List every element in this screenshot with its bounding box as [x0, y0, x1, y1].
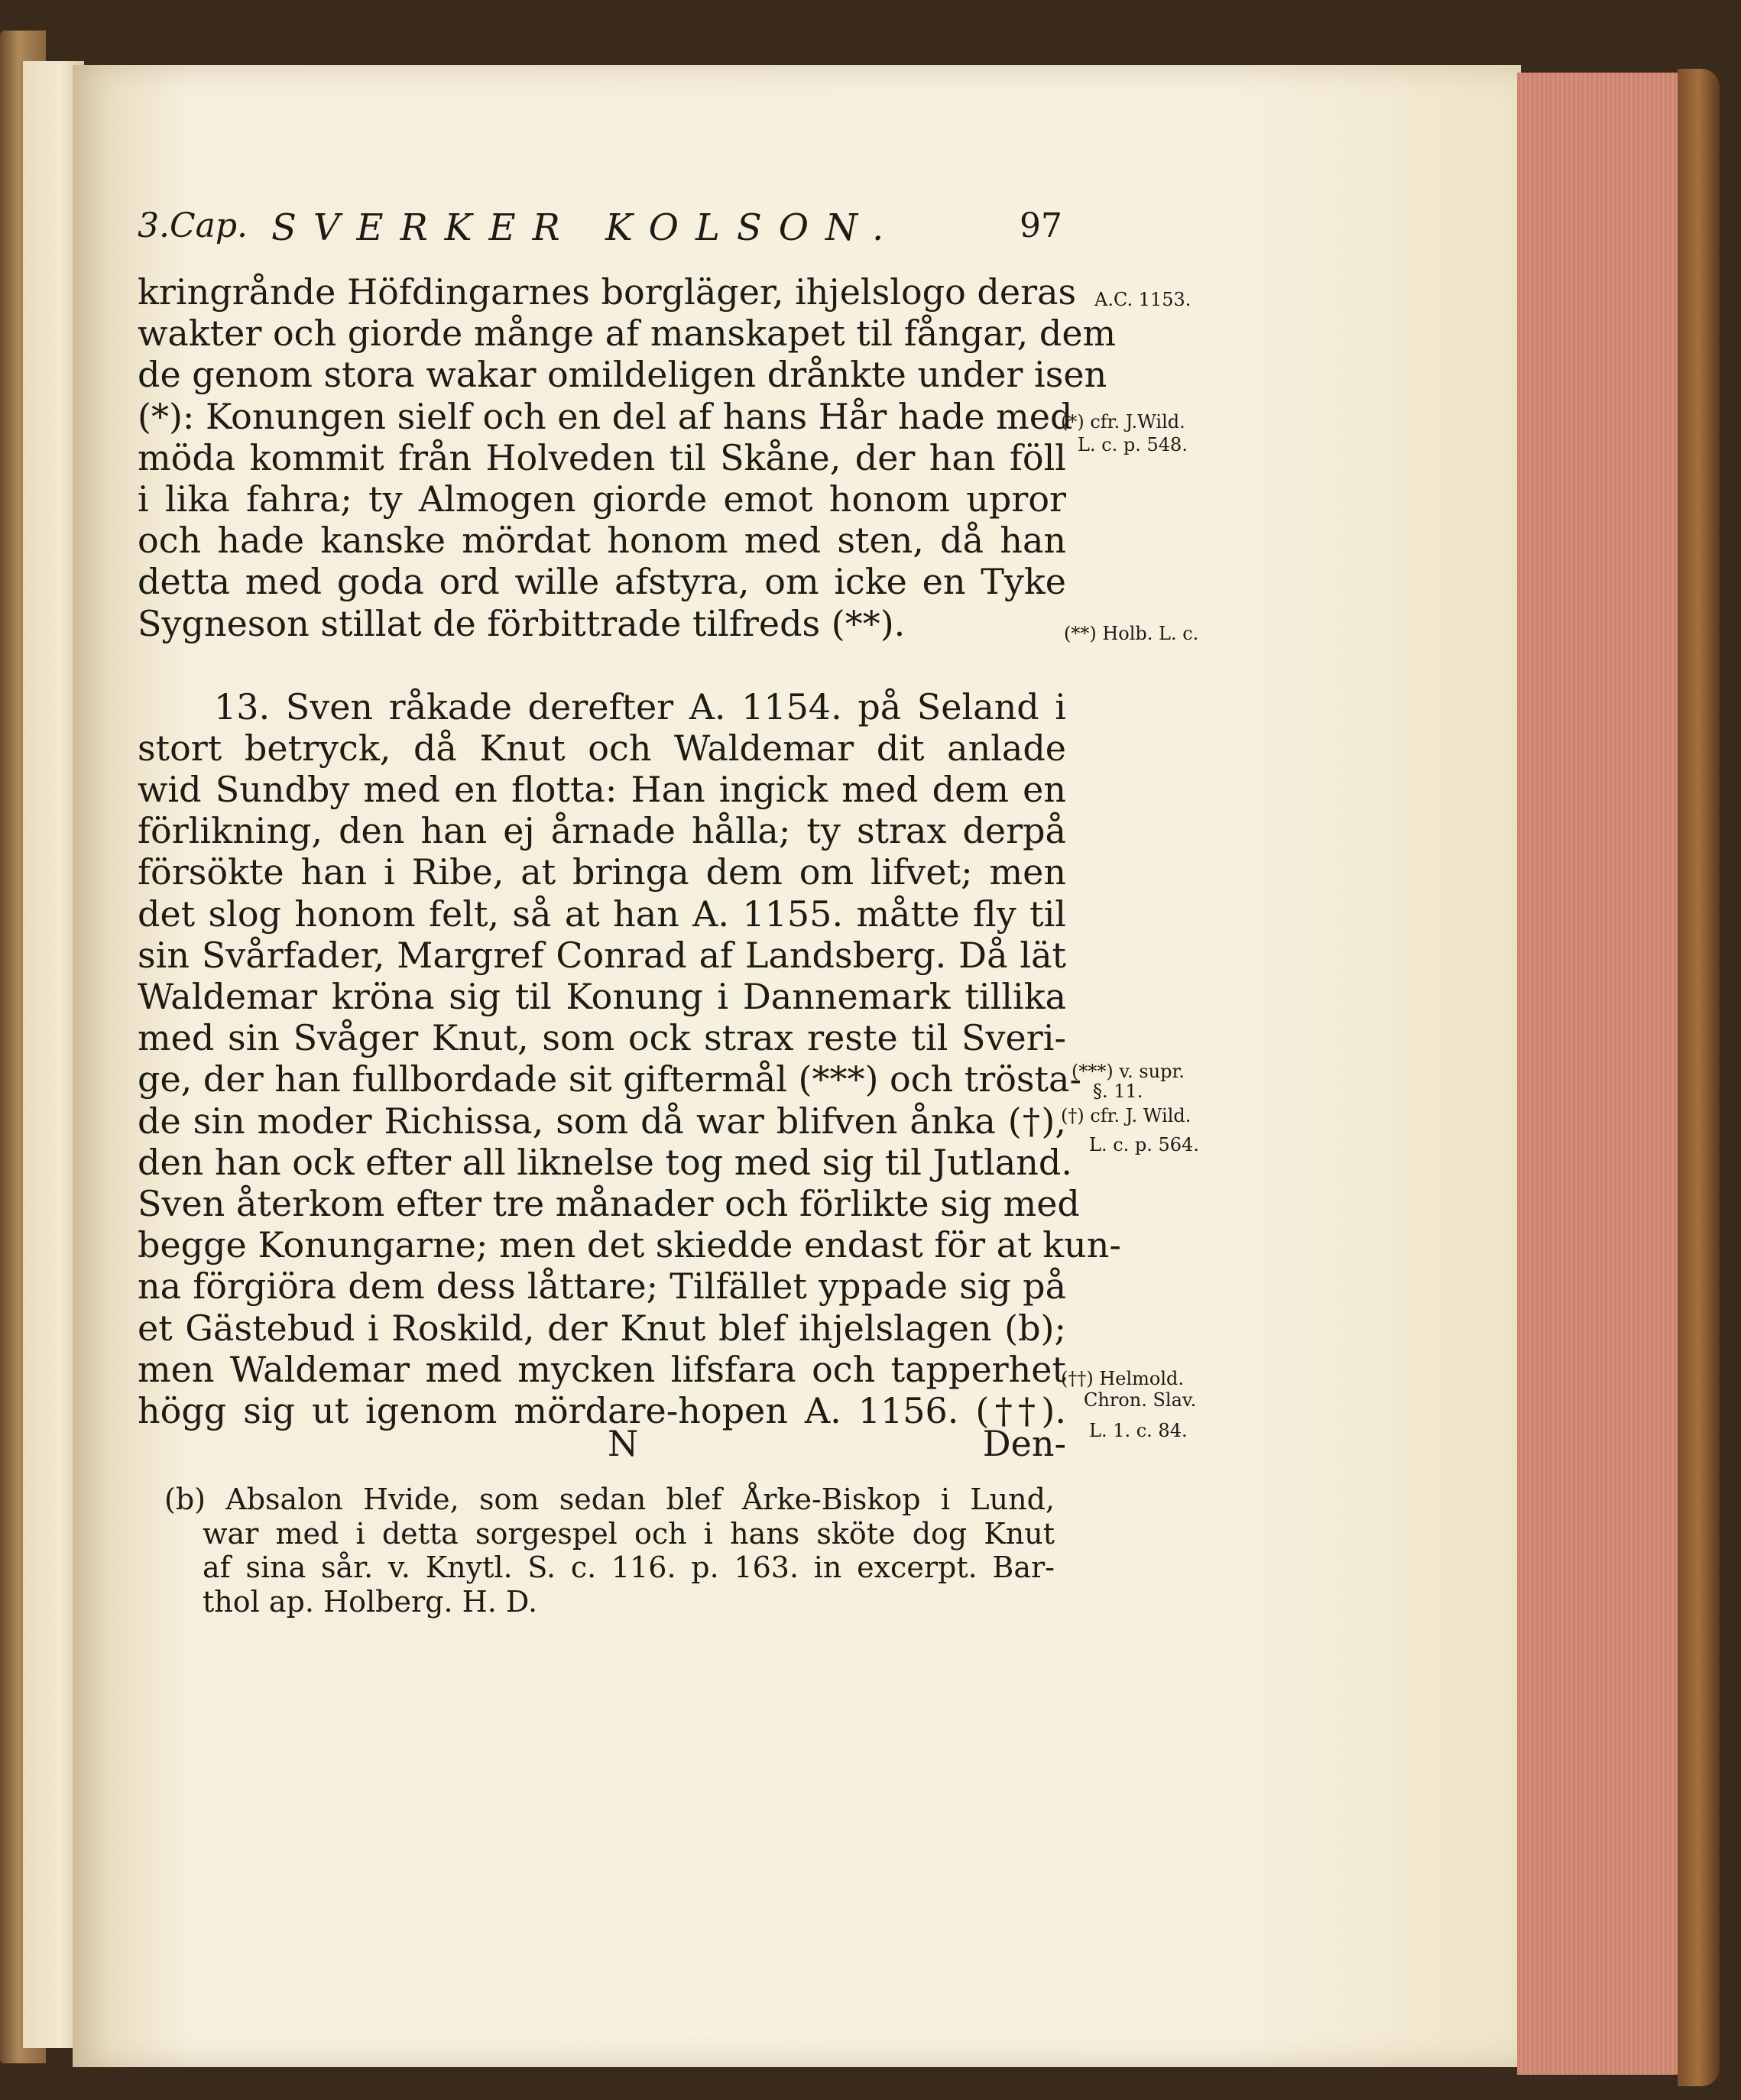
body-line: försökte han i Ribe, at bringa dem om lifvet; men [138, 851, 1066, 893]
margin-note-1: (*) cfr. J.Wild. [1061, 411, 1185, 433]
body-line: begge Konungarne; men det skiedde endast för at kun- [138, 1224, 1121, 1266]
body-line: de genom stora wakar omildeligen drånkte under isen [138, 354, 1107, 396]
catchword: Den- [982, 1423, 1066, 1464]
margin-note-3-ref: §. 11. [1093, 1081, 1143, 1102]
body-line: sin Svårfader, Margref Conrad af Landsberg. Då lät [138, 934, 1066, 976]
body-line: Sygneson stillat de förbittrade tilfreds (**). [138, 602, 906, 644]
margin-note-4: (†) cfr. J. Wild. [1061, 1105, 1191, 1126]
body-line: stort betryck, då Knut och Waldemar dit anlade [138, 727, 1066, 769]
body-line: Waldemar kröna sig til Konung i Dannemark tillika [138, 976, 1066, 1017]
margin-note-2: (**) Holb. L. c. [1064, 623, 1199, 644]
chapter-label: 3.Cap. [138, 206, 248, 245]
footnote-line: (b) Absalon Hvide, som sedan blef Årke-Biskop i Lund, [164, 1483, 1055, 1516]
body-line: de sin moder Richissa, som då war blifven ånka (†), [138, 1100, 1066, 1142]
body-line: men Waldemar med mycken lifsfara och tapperhet [138, 1348, 1066, 1390]
page-block-edge [1517, 73, 1689, 2075]
footnote-line: af sina sår. v. Knytl. S. c. 116. p. 163. in excerpt. Bar- [203, 1551, 1055, 1584]
body-line: na förgiöra dem dess låttare; Tilfället yppade sig på [138, 1266, 1066, 1308]
margin-note-3: (***) v. supr. [1072, 1061, 1185, 1082]
body-line: med sin Svåger Knut, som ock strax reste til Sveri- [138, 1017, 1066, 1059]
body-line: möda kommit från Holveden til Skåne, der han föll [138, 436, 1066, 478]
margin-note-5-ref-a: Chron. Slav. [1084, 1389, 1197, 1411]
body-line: förlikning, den han ej årnade hålla; ty strax derpå [138, 810, 1066, 852]
body-line: i lika fahra; ty Almogen giorde emot honom upror [138, 478, 1066, 520]
body-line: (*): Konungen sielf och en del af hans Hår hade med [138, 395, 1073, 437]
running-title: SVERKER KOLSON. [271, 206, 901, 249]
body-line: detta med goda ord wille afstyra, om icke en Tyke [138, 561, 1066, 603]
margin-note-5-ref-b: L. 1. c. 84. [1089, 1420, 1188, 1441]
running-header [138, 206, 1062, 260]
paragraph-gap [138, 644, 1066, 686]
signature-mark: N [608, 1423, 639, 1464]
body-line: 13. Sven råkade derefter A. 1154. på Seland i [214, 685, 1066, 728]
body-line: kringrånde Höfdingarnes borgläger, ihjelslogo deras [138, 271, 1077, 313]
body-line: Sven återkom efter tre månader och förlikte sig med [138, 1182, 1080, 1224]
body-line: wid Sundby med en flotta: Han ingick med dem en [138, 769, 1066, 811]
margin-note-4-ref: L. c. p. 564. [1089, 1134, 1199, 1155]
margin-note-1-ref: L. c. p. 548. [1078, 434, 1188, 455]
book-cover-right [1678, 69, 1720, 2086]
body-line: ge, der han fullbordade sit giftermål (***) och trösta- [138, 1058, 1081, 1100]
body-line: högg sig ut igenom mördare-hopen A. 1156. (††). [138, 1389, 1066, 1431]
body-line: et Gästebud i Roskild, der Knut blef ihjelslagen (b); [138, 1307, 1066, 1349]
catchline [138, 1423, 1066, 1465]
page-number: 97 [1020, 206, 1062, 245]
footnote-line: thol ap. Holberg. H. D. [203, 1584, 538, 1619]
body-text [138, 271, 1121, 1431]
body-line: den han ock efter all liknelse tog med sig til Jutland. [138, 1141, 1072, 1183]
body-line: och hade kanske mördat honom med sten, då han [138, 520, 1066, 562]
footnote-line: war med i detta sorgespel och i hans sköte dog Knut [203, 1516, 1055, 1551]
body-line: det slog honom felt, så at han A. 1155. måtte fly til [138, 893, 1066, 935]
margin-note-5: (††) Helmold. [1061, 1368, 1185, 1389]
margin-year: A.C. 1153. [1094, 289, 1191, 310]
footnote [164, 1483, 1055, 1619]
body-line: wakter och giorde månge af manskapet til fångar, dem [138, 313, 1117, 355]
